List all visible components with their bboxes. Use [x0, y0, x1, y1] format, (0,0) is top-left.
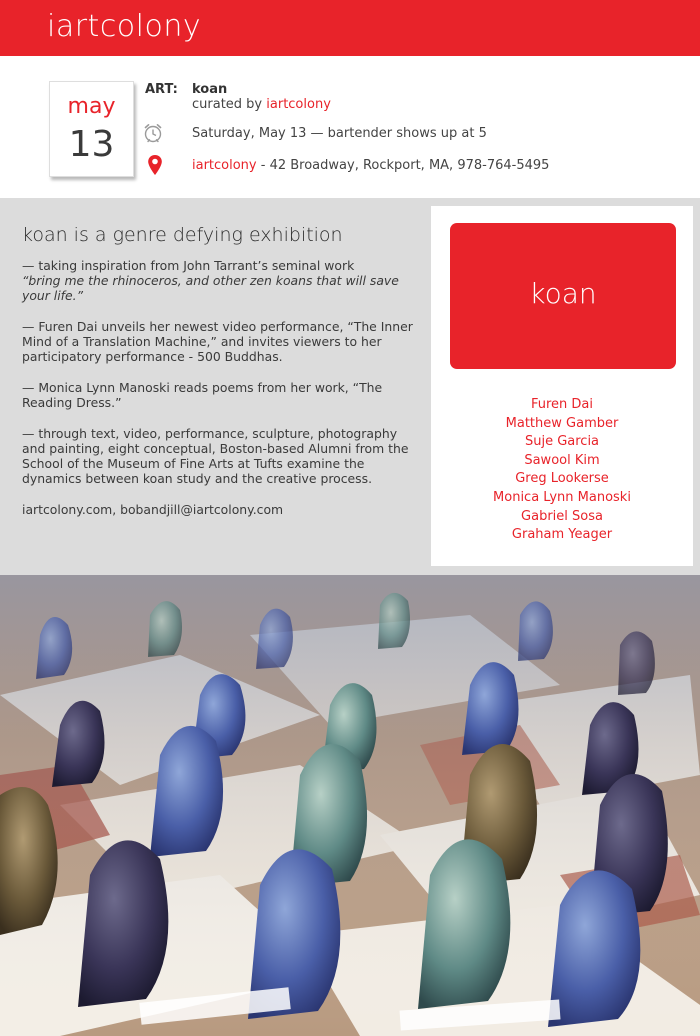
- artists-panel: [431, 206, 693, 566]
- artist-name[interactable]: Gabriel Sosa: [521, 508, 603, 524]
- paragraph-lead: — taking inspiration from John Tarrant’s seminal work: [22, 258, 355, 273]
- curator-link[interactable]: iartcolony: [266, 97, 331, 112]
- venue-link[interactable]: iartcolony: [192, 158, 257, 173]
- ceramic-figures-photo: [0, 575, 700, 1036]
- event-details: [0, 56, 700, 198]
- description-paragraph: — through text, video, performance, sculpture, photography and painting, eight conceptual, Boston-based Alumni from the School of the Museum of Fine Arts at Tufts examine the dynamics between koan study and the creative process.: [22, 426, 409, 486]
- curated-line: [192, 97, 331, 112]
- artist-name[interactable]: Monica Lynn Manoski: [493, 489, 631, 505]
- brand-logo[interactable]: iartcolony: [47, 9, 202, 44]
- description-paragraph: — Monica Lynn Manoski reads poems from her work, “The Reading Dress.”: [22, 380, 383, 410]
- artist-name[interactable]: Suje Garcia: [524, 434, 600, 450]
- event-location: [192, 158, 549, 173]
- artist-name[interactable]: Graham Yeager: [511, 527, 613, 543]
- description-paragraph: — Furen Dai unveils her newest video performance, “The Inner Mind of a Translation Machine,” and invites viewers to her participatory performance - 500 Buddhas.: [22, 319, 413, 364]
- artist-name[interactable]: Greg Lookerse: [515, 471, 609, 487]
- photo-illustration: [0, 575, 700, 1036]
- artist-name[interactable]: Furen Dai: [530, 397, 594, 412]
- curated-prefix: curated by: [192, 97, 267, 112]
- header-bar: [0, 0, 700, 56]
- description-text: [22, 224, 417, 517]
- artist-name[interactable]: Matthew Gamber: [505, 415, 619, 431]
- map-pin-icon: [147, 154, 163, 176]
- description-headline: koan is a genre defying exhibition: [22, 224, 343, 246]
- event-time: Saturday, May 13 — bartender shows up at 5: [192, 126, 487, 141]
- description-section: [0, 198, 700, 575]
- book-quote: “bring me the rhinoceros, and other zen koans that will save your life.”: [22, 273, 399, 303]
- koan-title-box: [450, 223, 676, 369]
- art-label: ART:: [145, 82, 178, 97]
- contact-links[interactable]: iartcolony.com, bobandjill@iartcolony.com: [22, 502, 284, 517]
- artist-name[interactable]: Sawool Kim: [524, 452, 600, 468]
- calendar-day: 13: [68, 124, 115, 165]
- artist-list: [431, 396, 693, 545]
- exhibition-title: koan: [192, 82, 228, 97]
- alarm-clock-icon: [142, 122, 164, 144]
- calendar-month: may: [67, 94, 116, 119]
- description-paragraph: [22, 258, 417, 303]
- calendar-date: [49, 81, 134, 177]
- venue-address: - 42 Broadway, Rockport, MA, 978-764-5495: [256, 158, 550, 173]
- koan-title: koan: [529, 277, 597, 310]
